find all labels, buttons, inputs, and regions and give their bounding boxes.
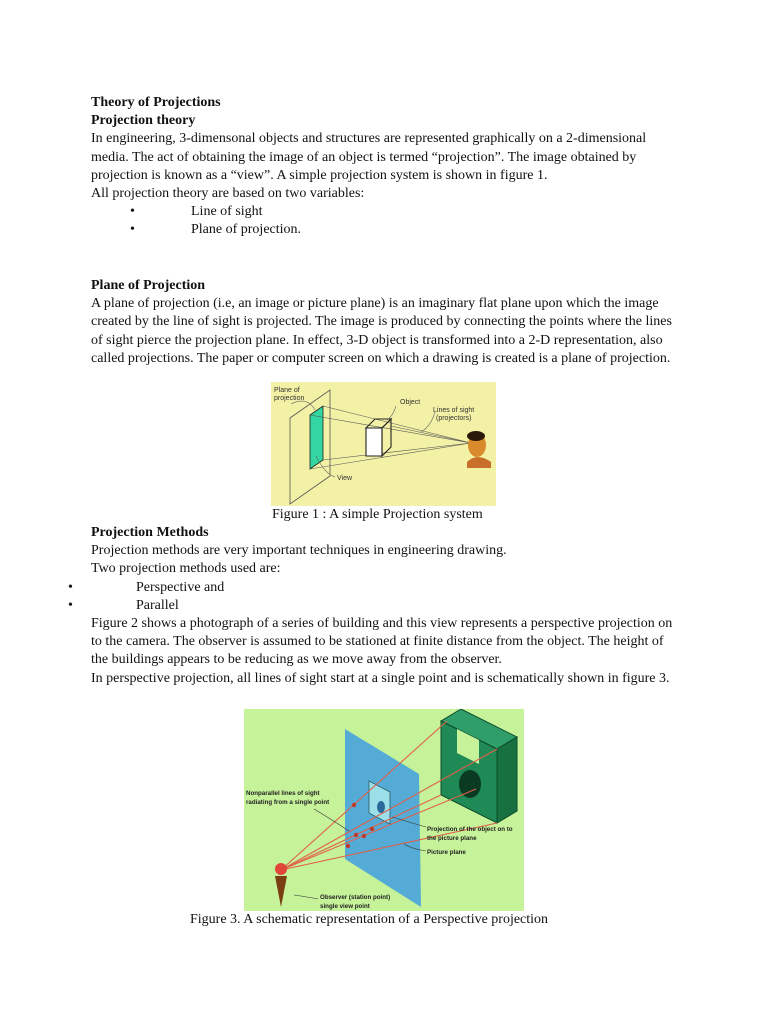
figure-3-label-nonparallel: Nonparallel lines of sight	[246, 790, 320, 797]
paragraph-variables-intro: All projection theory are based on two variables:	[91, 186, 365, 202]
figure-3-label-projection-line2: the picture plane	[427, 835, 477, 842]
paragraph-plane-of-projection: A plane of projection (i.e, an image or picture plane) is an imaginary flat plane upon which the image created by the line of sight is projected. The image is produced by connecting the points where the lines of sight pierce the projection plane. In effect, 3-D object is transformed into a 2-D representation, also called projections. The paper or computer screen on which a drawing is created is a plane of projection.	[91, 296, 672, 366]
figure-3-perspective-diagram	[244, 709, 524, 911]
list-item: • Parallel	[91, 597, 681, 615]
bullet-icon: •	[68, 597, 73, 613]
bullet-icon: •	[130, 204, 135, 220]
paragraph-methods-line2: Two projection methods used are:	[91, 561, 281, 577]
list-item: • Line of sight	[91, 203, 681, 221]
section-heading-plane-of-projection: Plane of Projection	[91, 278, 206, 293]
figure-3-caption: Figure 3. A schematic representation of a Perspective projection	[190, 912, 549, 927]
figure-3-label-observer-line2: single view point	[320, 903, 370, 910]
paragraph-perspective-2: In perspective projection, all lines of sight start at a single point and is schematically shown in figure 3.	[91, 670, 670, 686]
figure-1-projection-diagram	[271, 382, 496, 506]
section-heading-projection-theory: Projection theory	[91, 113, 196, 129]
paragraph-methods-line1: Projection methods are very important techniques in engineering drawing.	[91, 543, 507, 559]
figure-3-label-picture-plane: Picture plane	[427, 849, 466, 856]
figure-1-label-object: Object	[400, 399, 421, 406]
figure-3-label-observer: Observer (station point)	[320, 894, 391, 901]
figure-1-label-sight: Lines of sight	[433, 407, 475, 414]
section-heading-projection-methods: Projection Methods	[91, 525, 209, 540]
figure-1-caption: Figure 1 : A simple Projection system	[272, 507, 483, 522]
figure-3-label-projection: Projection of the object on to	[427, 826, 513, 833]
paragraph-perspective: Figure 2 shows a photograph of a series of building and this view represents a perspective projection on to the camera. The observer is assumed to be stationed at finite distance from the object. The height of the buildings appears to be reducing as we move away from the observer.	[91, 615, 673, 668]
figure-1-label-view: View	[337, 475, 353, 482]
paragraph-projection-theory: In engineering, 3-dimensonal objects and structures are represented graphically on a 2-dimensional media. The act of obtaining the image of an object is termed “projection”. The image obtained by projection is known as a “view”. A simple projection system is shown in figure 1.	[91, 131, 647, 183]
section-theory	[91, 94, 681, 240]
figure-3-label-nonparallel-line2: radiating from a single point	[246, 799, 330, 806]
section-plane-of-projection	[91, 277, 681, 368]
bullet-icon: •	[68, 579, 73, 595]
list-item: • Perspective and	[91, 579, 681, 597]
figure-1-label-plane: Plane of	[274, 387, 300, 394]
bullet-icon: •	[130, 222, 135, 238]
doc-title: Theory of Projections	[91, 95, 221, 110]
figure-1-label-sight-line2: (projectors)	[436, 415, 472, 422]
figure-1-label-plane-line2: projection	[274, 395, 305, 402]
list-item: • Plane of projection.	[91, 221, 681, 239]
section-projection-methods	[68, 524, 681, 688]
